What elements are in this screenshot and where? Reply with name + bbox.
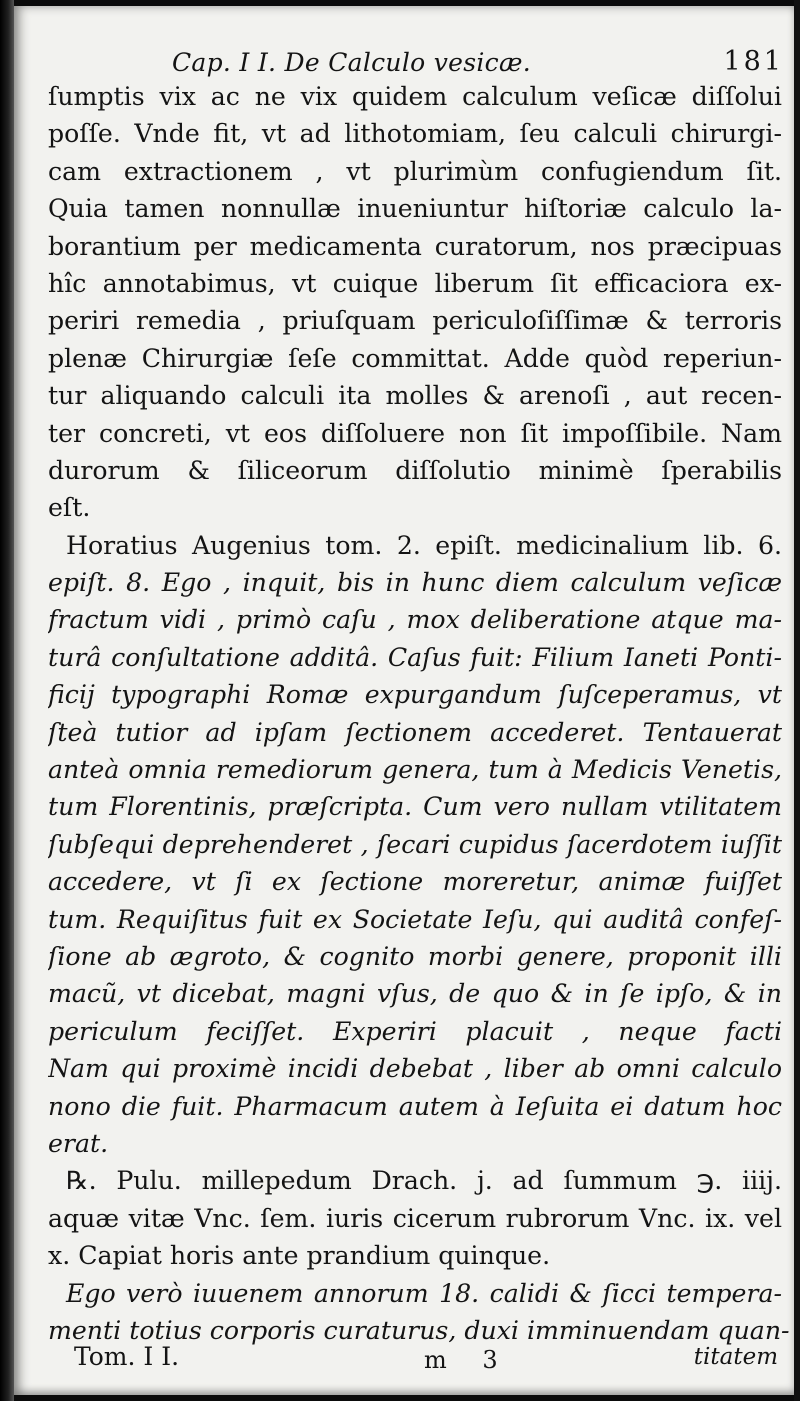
text-line: accedere, vt ſi ex ſectione moreretur, animæ fuiſſet [48,867,782,897]
text-line: plenæ Chirurgiæ ſeſe committat. Adde quòd reperiun- [48,343,782,373]
text-line: ſumptis vix ac ne vix quidem calculum veſicæ diſſolui [48,82,782,111]
text-line: menti totius corporis curaturus, duxi imminuendam quan- [48,1315,790,1345]
text-line: eſt. [48,493,91,523]
text-line: macũ, vt dicebat, magni vſus, de quo & in ſe ipſo, & in [48,979,782,1009]
text-line: fractum vidi , primò caſu , mox deliberatione atque ma- [48,605,782,635]
text-line: Nam qui proximè incidi debebat , liber ab omni calculo [48,1054,782,1084]
paragraph [48,527,782,1163]
page-number: 181 [723,46,784,77]
text-line: ter concreti, vt eos diſſoluere non ſit impoſſibile. Nam [48,418,782,448]
text-line: durorum & ſiliceorum diſſolutio minimè ſperabilis [48,455,782,485]
text-line: Horatius Augenius tom. 2. epiſt. medicinalium lib. 6. [66,530,782,560]
text-line: turâ conſultatione additâ. Caſus fuit: Filium Ianeti Ponti- [48,642,782,672]
page-footer [14,1338,794,1378]
paragraph [48,78,782,527]
book-page [14,6,794,1395]
text-line: anteà omnia remediorum genera, tum à Medicis Venetis, [48,755,782,785]
body-text [48,78,790,1349]
text-line: ſione ab ægroto, & cognito morbi genere, proponit illi [48,941,782,971]
volume-mark: Tom. I I. [74,1342,180,1371]
text-line: ſteà tutior ad ipſam ſectionem accederet. Tentauerat [48,717,782,747]
text-line: tum Florentinis, præſcripta. Cum vero nullam vtilitatem [48,792,782,822]
signature-mark: m 3 [424,1346,512,1374]
running-title: Cap. I I. De Calculo vesicæ. [172,48,532,77]
scan-edge-right [794,0,800,1401]
text-line: ſubſequi deprehenderet , ſecari cupidus ſacerdotem iuſſit [48,829,782,859]
text-line: tum. Requiſitus fuit ex Societate Ieſu, qui auditâ confeſ- [48,904,782,934]
text-line: tur aliquando calculi ita molles & arenoſi , aut recen- [48,381,782,411]
text-line: periculum feciſſet. Experiri placuit , neque facti [48,1016,782,1046]
text-line: nono die fuit. Pharmacum autem à Ieſuita ei datum hoc [48,1091,782,1121]
text-line: ℞. Pulu. millepedum Drach. j. ad ſummum ℈. iiij. [66,1166,782,1196]
text-line: epiſt. 8. Ego , inquit, bis in hunc diem calculum veſicæ [48,568,782,598]
text-line: Quia tamen nonnullæ inueniuntur hiſtoriæ calculo la- [48,194,782,224]
text-line: x. Capiat horis ante prandium quinque. [48,1241,551,1271]
text-line: periri remedia , priuſquam periculoſiſſimæ & terroris [48,306,782,336]
text-line: Ego verò iuuenem annorum 18. calidi & ſicci tempera- [66,1278,782,1308]
text-line: ficij typographi Romæ expurgandum ſuſceperamus, vt [48,680,782,710]
text-line: cam extractionem , vt plurimùm confugiendum ſit. [48,156,782,186]
catchword: titatem [693,1344,778,1370]
text-line: hîc annotabimus, vt cuique liberum ſit efficaciora ex- [48,268,782,298]
text-line: erat. [48,1128,109,1158]
text-line: borantium per medicamenta curatorum, nos præcipuas [48,231,782,261]
text-line: aquæ vitæ Vnc. ſem. iuris cicerum rubrorum Vnc. ix. vel [48,1203,782,1233]
text-line: poſſe. Vnde fit, vt ad lithotomiam, ſeu calculi chirurgi- [48,119,782,149]
scan-edge-left [0,0,14,1401]
paragraph [48,1162,782,1274]
